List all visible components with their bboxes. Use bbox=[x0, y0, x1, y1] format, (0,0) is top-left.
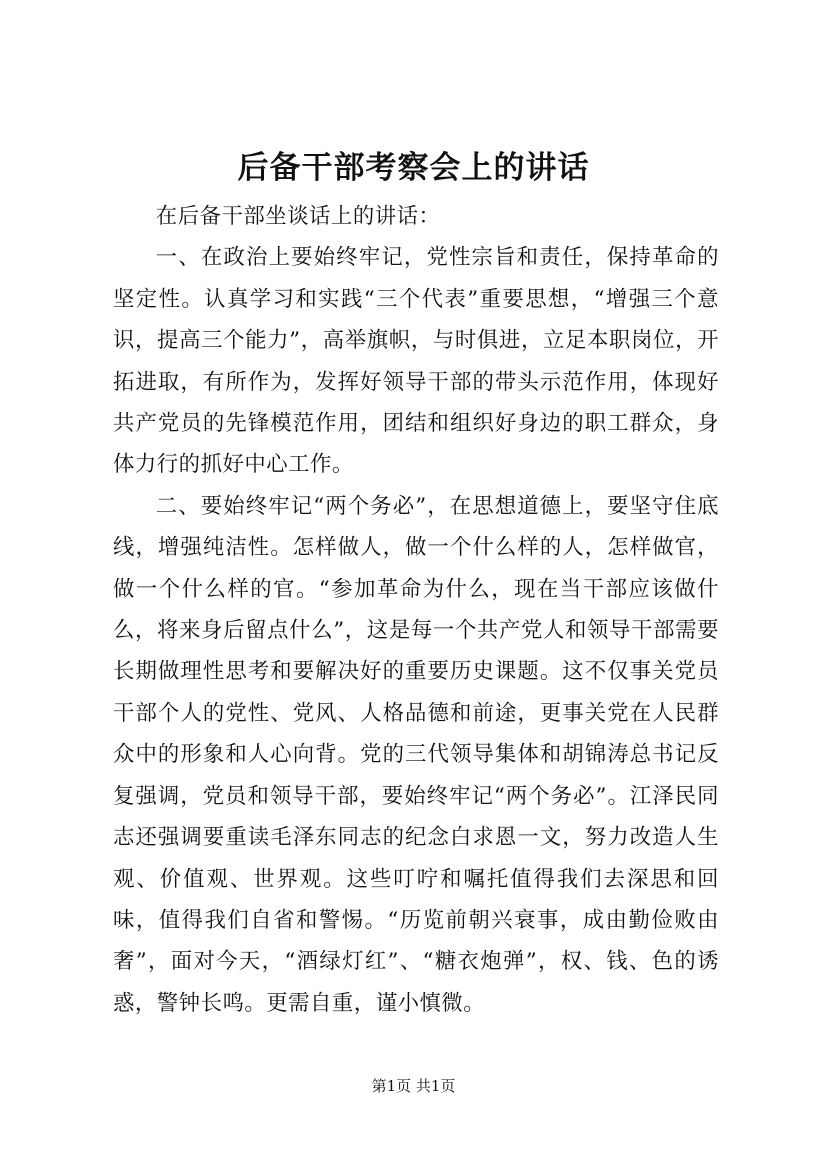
document-title: 后备干部考察会上的讲话 bbox=[237, 150, 590, 186]
paragraph-point-one: 一、在政治上要始终牢记，党性宗旨和责任，保持革命的坚定性。认真学习和实践“三个代表”重要思想，“增强三个意识，提高三个能力”，高举旗帜，与时俱进，立足本职岗位，开拓进取，有所作为，发挥好领导干部的带头示范作用，体现好共产党员的先锋模范作用，团结和组织好身边的职工群众，身体力行的抓好中心工作。 bbox=[113, 245, 719, 478]
document-body bbox=[113, 196, 719, 1024]
paragraph-intro: 在后备干部坐谈话上的讲话： bbox=[155, 204, 441, 229]
page-footer: 第1页 共1页 bbox=[371, 1077, 456, 1095]
paragraph-point-two: 二、要始终牢记“两个务必”，在思想道德上，要坚守住底线，增强纯洁性。怎样做人，做一个什么样的人，怎样做官，做一个什么样的官。“参加革命为什么，现在当干部应该做什么，将来身后留点什么”，这是每一个共产党人和领导干部需要长期做理性思考和要解决好的重要历史课题。这不仅事关党员干部个人的党性、党风、人格品德和前途，更事关党在人民群众中的形象和人心向背。党的三代领导集体和胡锦涛总书记反复强调，党员和领导干部，要始终牢记“两个务必”。江泽民同志还强调要重读毛泽东同志的纪念白求恩一文，努力改造人生观、价值观、世界观。这些叮咛和嘱托值得我们去深思和回味，值得我们自省和警惕。“历览前朝兴衰事，成由勤俭败由奢”，面对今天，“酒绿灯红”、“糖衣炮弹”，权、钱、色的诱惑，警钟长鸣。更需自重，谨小慎微。 bbox=[113, 493, 719, 1016]
